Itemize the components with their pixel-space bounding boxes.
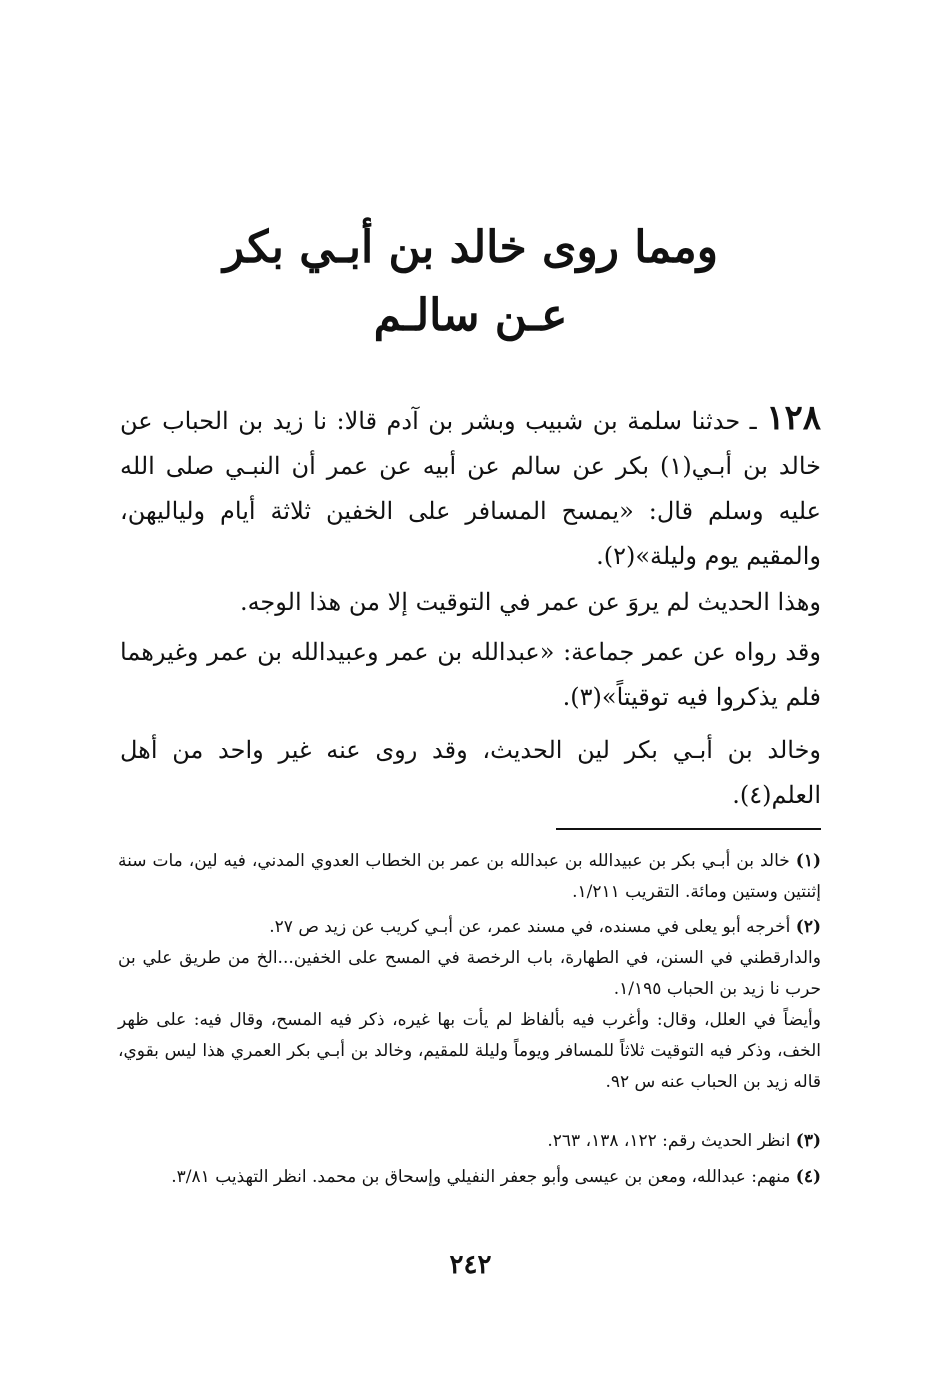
hadith-number: ١٢٨: [766, 398, 821, 438]
footnote-mark: (٢): [795, 917, 821, 937]
commentary-paragraph-1: وهذا الحديث لم يروَ عن عمر في التوقيت إلا من هذا الوجه.: [239, 588, 821, 616]
footnote-mark: (١): [795, 851, 822, 871]
footnote-4: [118, 1162, 821, 1193]
chapter-title: ومما روى خالد بن أبـي بكر: [223, 222, 718, 273]
footnote-3: [118, 1126, 821, 1157]
footnote-text: والدارقطني في السنن، في الطهارة، باب الرخصة في المسح على الخفين...الخ من طريق علي بن حرب نا زيد بن الحباب ١/١٩٥.: [118, 948, 821, 999]
footnote-text: انظر الحديث رقم: ١٢٢، ١٣٨، ٢٦٣.: [547, 1131, 791, 1151]
footnote-text: وأيضاً في العلل، وقال: وأغرب فيه بألفاظ لم يأت بها غيره، ذكر فيه المسح، وقال فيه: على ظهر الخف، وذكر فيه التوقيت ثلاثاً للمسافر ويوماً وليلة للمقيم، وخالد بن أبـي بكر العمري هذا ليس بقوي، قاله زيد بن الحباب عنه س ٩٢.: [118, 1010, 821, 1092]
footnote-text: منهم: عبدالله، ومعن بن عيسى وأبو جعفر النفيلي وإسحاق بن محمد. انظر التهذيب ٣/٨١.: [171, 1167, 791, 1187]
footnote-mark: (٤): [795, 1167, 821, 1187]
footnote-1: [118, 846, 821, 908]
footnote-text: أخرجه أبو يعلى في مسنده، في مسند عمر، عن أبـي كريب عن زيد ص ٢٧.: [269, 917, 791, 937]
footnote-mark: (٣): [795, 1131, 821, 1151]
hadith-text: ـ حدثنا سلمة بن شبيب وبشر بن آدم قالا: نا زيد بن الحباب عن خالد بن أبـي(١) بكر عن سالم عن أبيه عن عمر أن النبـي صلى الله عليه وسلم قال: «يمسح المسافر على الخفين ثلاثة أيام ولياليهن، والمقيم يوم وليلة»(٢).: [120, 407, 821, 570]
footnote-2: [118, 912, 821, 1098]
hadith-paragraph: [120, 396, 821, 579]
commentary-paragraph-2: وقد رواه عن عمر جماعة: «عبدالله بن عمر وعبيدالله بن عمر وغيرهما فلم يذكروا فيه توقيتاً»(٣).: [120, 638, 821, 711]
chapter-subtitle: عـن سالـم: [373, 290, 568, 341]
footnote-separator: [556, 828, 821, 830]
commentary-paragraph-3: وخالد بن أبـي بكر لين الحديث، وقد روى عنه غير واحد من أهل العلم(٤).: [120, 736, 821, 809]
page-number: ٢٤٢: [449, 1250, 492, 1280]
footnote-text: خالد بن أبـي بكر بن عبيدالله بن عبدالله بن عمر بن الخطاب العدوي المدني، فيه لين، مات سنة إثنتين وستين ومائة. التقريب ١/٢١١.: [118, 851, 821, 902]
